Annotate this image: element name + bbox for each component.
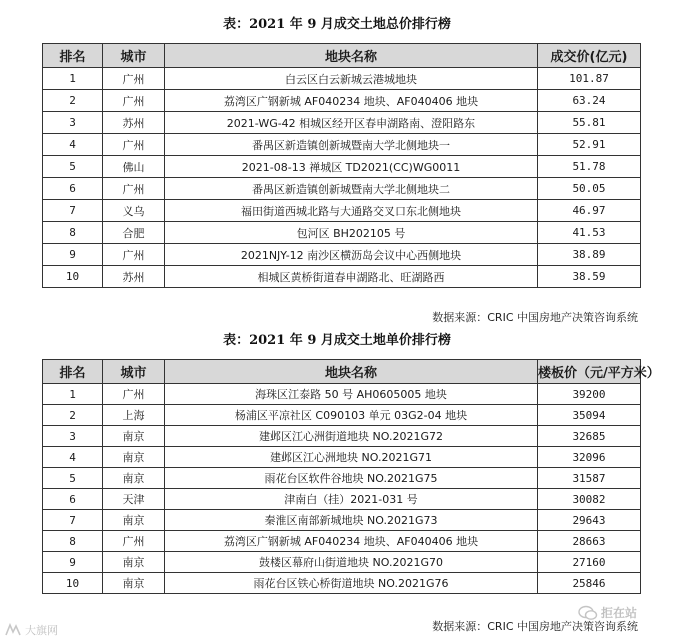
price-cell: 25846 bbox=[538, 573, 641, 594]
table-row bbox=[43, 134, 641, 156]
rank-cell: 8 bbox=[43, 531, 103, 552]
header-city: 城市 bbox=[103, 44, 165, 68]
price-cell: 46.97 bbox=[538, 200, 641, 222]
plot-name-cell: 建邺区江心洲地块 NO.2021G71 bbox=[165, 447, 538, 468]
price-cell: 51.78 bbox=[538, 156, 641, 178]
plot-name-cell: 2021-WG-42 相城区经开区春申湖路南、澄阳路东 bbox=[165, 112, 538, 134]
rank-cell: 5 bbox=[43, 468, 103, 489]
rank-cell: 2 bbox=[43, 405, 103, 426]
city-cell: 南京 bbox=[103, 573, 165, 594]
plot-name-cell: 海珠区江泰路 50 号 AH0605005 地块 bbox=[165, 384, 538, 405]
price-cell: 101.87 bbox=[538, 68, 641, 90]
table-row bbox=[43, 384, 641, 405]
table1-source: 数据来源：CRIC 中国房地产决策咨询系统 bbox=[432, 311, 638, 324]
rank-cell: 3 bbox=[43, 112, 103, 134]
rank-cell: 6 bbox=[43, 489, 103, 510]
price-cell: 32096 bbox=[538, 447, 641, 468]
table-row bbox=[43, 222, 641, 244]
city-cell: 南京 bbox=[103, 447, 165, 468]
city-cell: 佛山 bbox=[103, 156, 165, 178]
header-deal-price: 成交价(亿元) bbox=[538, 44, 641, 68]
plot-name-cell: 鼓楼区幕府山街道地块 NO.2021G70 bbox=[165, 552, 538, 573]
plot-name-cell: 白云区白云新城云港城地块 bbox=[165, 68, 538, 90]
rank-cell: 7 bbox=[43, 200, 103, 222]
price-cell: 50.05 bbox=[538, 178, 641, 200]
plot-name-cell: 秦淮区南部新城地块 NO.2021G73 bbox=[165, 510, 538, 531]
city-cell: 苏州 bbox=[103, 266, 165, 288]
table1-header bbox=[43, 44, 641, 68]
rank-cell: 8 bbox=[43, 222, 103, 244]
plot-name-cell: 包河区 BH202105 号 bbox=[165, 222, 538, 244]
city-cell: 南京 bbox=[103, 468, 165, 489]
unit-price-ranking-table bbox=[42, 359, 660, 594]
price-cell: 38.59 bbox=[538, 266, 641, 288]
plot-name-cell: 荔湾区广钢新城 AF040234 地块、AF040406 地块 bbox=[165, 531, 538, 552]
price-cell: 28663 bbox=[538, 531, 641, 552]
rank-cell: 1 bbox=[43, 384, 103, 405]
rank-cell: 9 bbox=[43, 244, 103, 266]
table-row bbox=[43, 447, 641, 468]
rank-cell: 1 bbox=[43, 68, 103, 90]
header-plot-name: 地块名称 bbox=[165, 360, 538, 384]
price-cell: 38.89 bbox=[538, 244, 641, 266]
city-cell: 广州 bbox=[103, 90, 165, 112]
price-cell: 41.53 bbox=[538, 222, 641, 244]
price-cell: 31587 bbox=[538, 468, 641, 489]
table-row bbox=[43, 552, 641, 573]
price-cell: 35094 bbox=[538, 405, 641, 426]
header-floor-price: 楼板价（元/平方米） bbox=[538, 360, 641, 384]
header-rank: 排名 bbox=[43, 44, 103, 68]
header-plot-name: 地块名称 bbox=[165, 44, 538, 68]
plot-name-cell: 荔湾区广钢新城 AF040234 地块、AF040406 地块 bbox=[165, 90, 538, 112]
plot-name-cell: 建邺区江心洲街道地块 NO.2021G72 bbox=[165, 426, 538, 447]
plot-name-cell: 雨花台区铁心桥街道地块 NO.2021G76 bbox=[165, 573, 538, 594]
city-cell: 天津 bbox=[103, 489, 165, 510]
total-price-ranking-table bbox=[42, 43, 641, 288]
city-cell: 南京 bbox=[103, 426, 165, 447]
city-cell: 广州 bbox=[103, 178, 165, 200]
table-row bbox=[43, 510, 641, 531]
price-cell: 63.24 bbox=[538, 90, 641, 112]
table2-source: 数据来源：CRIC 中国房地产决策咨询系统 bbox=[432, 620, 638, 633]
city-cell: 苏州 bbox=[103, 112, 165, 134]
price-cell: 39200 bbox=[538, 384, 641, 405]
city-cell: 南京 bbox=[103, 552, 165, 573]
city-cell: 上海 bbox=[103, 405, 165, 426]
wechat-icon bbox=[578, 605, 598, 621]
plot-name-cell: 雨花台区软件谷地块 NO.2021G75 bbox=[165, 468, 538, 489]
plot-name-cell: 相城区黄桥街道春申湖路北、旺湖路西 bbox=[165, 266, 538, 288]
rank-cell: 3 bbox=[43, 426, 103, 447]
rank-cell: 7 bbox=[43, 510, 103, 531]
table-row bbox=[43, 178, 641, 200]
watermark-left bbox=[4, 622, 58, 638]
table-row bbox=[43, 90, 641, 112]
price-cell: 55.81 bbox=[538, 112, 641, 134]
rank-cell: 4 bbox=[43, 134, 103, 156]
plot-name-cell: 番禺区新造镇创新城暨南大学北侧地块一 bbox=[165, 134, 538, 156]
table-row bbox=[43, 573, 641, 594]
rank-cell: 10 bbox=[43, 573, 103, 594]
table2-header bbox=[43, 360, 660, 384]
table-row bbox=[43, 200, 641, 222]
city-cell: 义乌 bbox=[103, 200, 165, 222]
rank-cell: 2 bbox=[43, 90, 103, 112]
watermark-left-text: 大旗网 bbox=[25, 624, 58, 637]
price-cell: 29643 bbox=[538, 510, 641, 531]
table-row bbox=[43, 266, 641, 288]
table2-title: 表：2021 年 9 月成交土地单价排行榜 bbox=[223, 333, 451, 348]
city-cell: 南京 bbox=[103, 510, 165, 531]
watermark-right bbox=[578, 604, 637, 621]
watermark-right-text: 拒在站 bbox=[601, 606, 638, 620]
city-cell: 广州 bbox=[103, 384, 165, 405]
watermark-logo-icon bbox=[4, 623, 22, 637]
price-cell: 52.91 bbox=[538, 134, 641, 156]
plot-name-cell: 2021NJY-12 南沙区横沥岛会议中心西侧地块 bbox=[165, 244, 538, 266]
city-cell: 合肥 bbox=[103, 222, 165, 244]
table-row bbox=[43, 68, 641, 90]
table-row bbox=[43, 531, 641, 552]
table-row bbox=[43, 244, 641, 266]
rank-cell: 6 bbox=[43, 178, 103, 200]
table-row bbox=[43, 489, 641, 510]
price-cell: 32685 bbox=[538, 426, 641, 447]
header-city: 城市 bbox=[103, 360, 165, 384]
city-cell: 广州 bbox=[103, 531, 165, 552]
plot-name-cell: 津南白（挂）2021-031 号 bbox=[165, 489, 538, 510]
table-row bbox=[43, 468, 641, 489]
plot-name-cell: 2021-08-13 禅城区 TD2021(CC)WG0011 bbox=[165, 156, 538, 178]
plot-name-cell: 番禺区新造镇创新城暨南大学北侧地块二 bbox=[165, 178, 538, 200]
rank-cell: 4 bbox=[43, 447, 103, 468]
rank-cell: 5 bbox=[43, 156, 103, 178]
table-row bbox=[43, 405, 641, 426]
price-cell: 30082 bbox=[538, 489, 641, 510]
header-rank: 排名 bbox=[43, 360, 103, 384]
table-row bbox=[43, 426, 641, 447]
city-cell: 广州 bbox=[103, 244, 165, 266]
rank-cell: 10 bbox=[43, 266, 103, 288]
table-row bbox=[43, 112, 641, 134]
plot-name-cell: 福田街道西城北路与大通路交叉口东北侧地块 bbox=[165, 200, 538, 222]
plot-name-cell: 杨浦区平凉社区 C090103 单元 03G2-04 地块 bbox=[165, 405, 538, 426]
table2-body bbox=[43, 384, 641, 594]
city-cell: 广州 bbox=[103, 68, 165, 90]
price-cell: 27160 bbox=[538, 552, 641, 573]
table1-body bbox=[43, 68, 641, 288]
table1-title: 表：2021 年 9 月成交土地总价排行榜 bbox=[223, 17, 451, 32]
rank-cell: 9 bbox=[43, 552, 103, 573]
table-row bbox=[43, 156, 641, 178]
city-cell: 广州 bbox=[103, 134, 165, 156]
